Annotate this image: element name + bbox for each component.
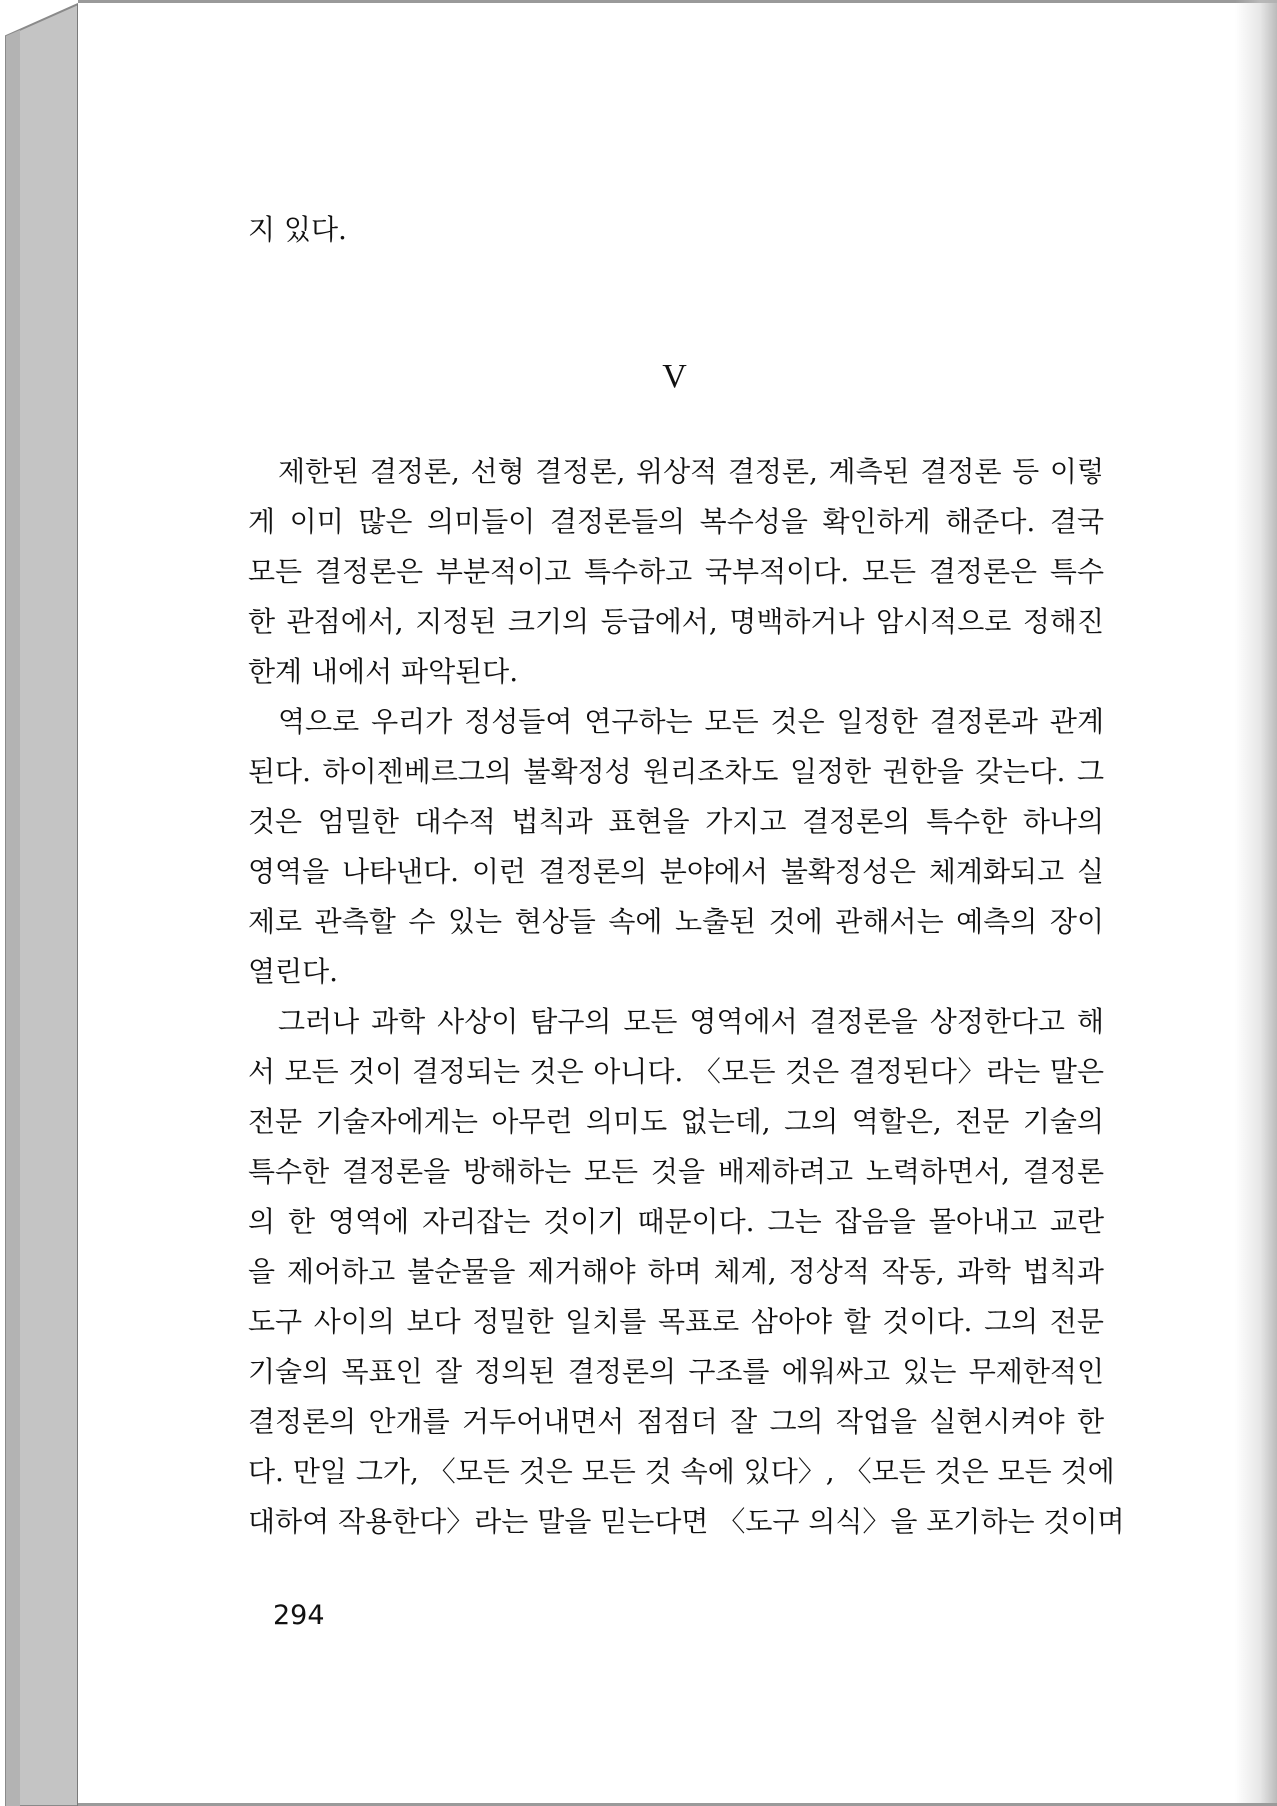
opening-line: 지 있다. [248, 213, 347, 246]
text-line: 제로 관측할 수 있는 현상들 속에 노출된 것에 관해서는 예측의 장이 [248, 905, 1104, 938]
section-heading: V [662, 358, 687, 395]
text-line: 열린다. [248, 955, 339, 988]
text-line: 영역을 나타낸다. 이런 결정론의 분야에서 불확정성은 체계화되고 실 [248, 855, 1104, 888]
page-right-shadow [1235, 0, 1277, 1806]
text-line: 결정론의 안개를 거두어내면서 점점더 잘 그의 작업을 실현시켜야 한 [248, 1405, 1104, 1438]
text-line: 그러나 과학 사상이 탐구의 모든 영역에서 결정론을 상정한다고 해 [278, 1005, 1104, 1038]
paragraph [248, 697, 1104, 997]
page-top-edge [78, 0, 1277, 3]
text-line: 도구 사이의 보다 정밀한 일치를 목표로 삼아야 할 것이다. 그의 전문 [248, 1305, 1104, 1338]
text-line: 기술의 목표인 잘 정의된 결정론의 구조를 에워싸고 있는 무제한적인 [248, 1355, 1104, 1388]
text-line: 제한된 결정론, 선형 결정론, 위상적 결정론, 계측된 결정론 등 이렇 [278, 455, 1104, 488]
book-spine-graphic [0, 0, 78, 1806]
text-line: 역으로 우리가 정성들여 연구하는 모든 것은 일정한 결정론과 관계 [278, 705, 1104, 738]
text-line: 게 이미 많은 의미들이 결정론들의 복수성을 확인하게 해준다. 결국 [248, 505, 1104, 538]
text-line: 한계 내에서 파악된다. [248, 655, 519, 688]
text-line: 된다. 하이젠베르그의 불확정성 원리조차도 일정한 권한을 갖는다. 그 [248, 755, 1104, 788]
text-line: 모든 결정론은 부분적이고 특수하고 국부적이다. 모든 결정론은 특수 [248, 555, 1104, 588]
text-line: 의 한 영역에 자리잡는 것이기 때문이다. 그는 잡음을 몰아내고 교란 [248, 1205, 1104, 1238]
paragraph [248, 997, 1125, 1547]
text-line: 특수한 결정론을 방해하는 모든 것을 배제하려고 노력하면서, 결정론 [248, 1155, 1104, 1188]
body-text [248, 447, 1125, 1547]
paragraph [248, 447, 1104, 697]
text-line: 다. 만일 그가, 〈모든 것은 모든 것 속에 있다〉, 〈모든 것은 모든 것에 [248, 1455, 1115, 1488]
text-line: 대하여 작용한다〉라는 말을 믿는다면 〈도구 의식〉을 포기하는 것이며 [248, 1505, 1125, 1538]
book-spine [0, 0, 78, 1806]
text-line: 서 모든 것이 결정되는 것은 아니다. 〈모든 것은 결정된다〉라는 말은 [248, 1055, 1104, 1088]
text-line: 것은 엄밀한 대수적 법칙과 표현을 가지고 결정론의 특수한 하나의 [248, 805, 1104, 838]
text-line: 전문 기술자에게는 아무런 의미도 없는데, 그의 역할은, 전문 기술의 [248, 1105, 1104, 1138]
page-number: 294 [273, 1600, 325, 1631]
text-line: 을 제어하고 불순물을 제거해야 하며 체계, 정상적 작동, 과학 법칙과 [248, 1255, 1104, 1288]
text-line: 한 관점에서, 지정된 크기의 등급에서, 명백하거나 암시적으로 정해진 [248, 605, 1104, 638]
